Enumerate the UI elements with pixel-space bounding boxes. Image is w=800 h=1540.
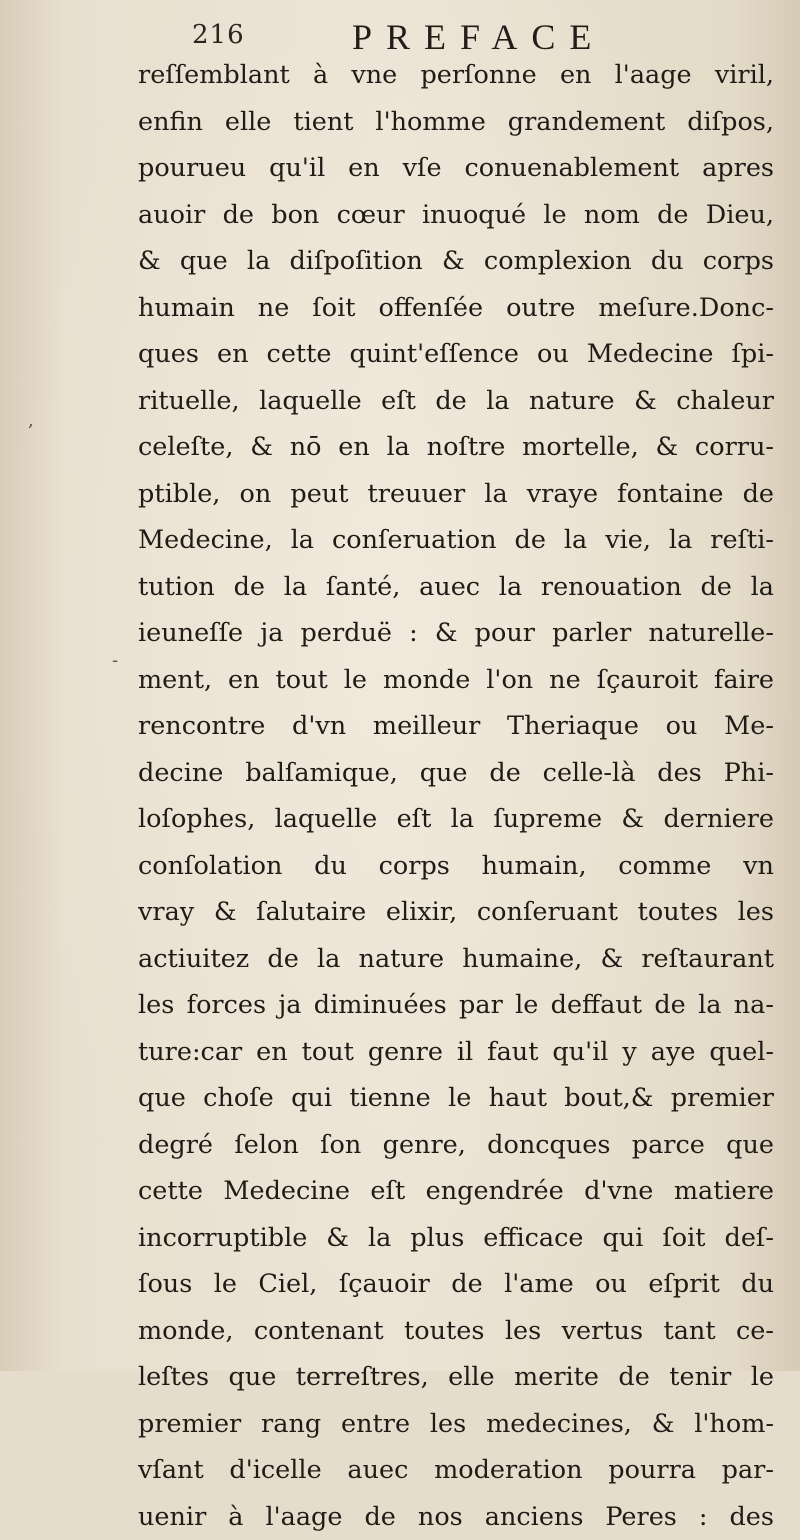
text-line: pourueu qu'il en vſe conuenablement apres [138, 145, 774, 192]
text-line: rituelle, laquelle eſt de la nature & chaleur [138, 378, 774, 425]
text-line: leſtes que terreſtres, elle merite de tenir le [138, 1354, 774, 1401]
text-line: actiuitez de la nature humaine, & reſtaurant [138, 936, 774, 983]
text-line: humain ne ſoit offenſée outre meſure.Donc- [138, 285, 774, 332]
text-line: que choſe qui tienne le haut bout,& premier [138, 1075, 774, 1122]
text-line: tution de la ſanté, auec la renouation de la [138, 564, 774, 611]
text-line: premier rang entre les medecines, & l'hom- [138, 1401, 774, 1448]
text-line: celeſte, & nō en la noſtre mortelle, & corru- [138, 424, 774, 471]
text-line: reſſemblant à vne perſonne en l'aage viril, [138, 52, 774, 99]
text-line: conſolation du corps humain, comme vn [138, 843, 774, 890]
running-title: PREFACE [352, 16, 605, 58]
text-line: ptible, on peut treuuer la vraye fontaine de [138, 471, 774, 518]
text-line: vſant d'icelle auec moderation pourra par- [138, 1447, 774, 1494]
text-line: ſous le Ciel, ſçauoir de l'ame ou eſprit du [138, 1261, 774, 1308]
text-line: Medecine, la conſeruation de la vie, la reſti- [138, 517, 774, 564]
text-line: & que la diſpoſition & complexion du corps [138, 238, 774, 285]
text-line: degré ſelon ſon genre, doncques parce que [138, 1122, 774, 1169]
text-line: rencontre d'vn meilleur Theriaque ou Me- [138, 703, 774, 750]
text-line: ture:car en tout genre il faut qu'il y aye quel- [138, 1029, 774, 1076]
text-line: decine balſamique, que de celle-là des Phi- [138, 750, 774, 797]
margin-mark: - [112, 650, 118, 671]
text-line: ment, en tout le monde l'on ne ſçauroit faire [138, 657, 774, 704]
text-line: auoir de bon cœur inuoqué le nom de Dieu, [138, 192, 774, 239]
body-text [138, 52, 774, 1540]
text-line: uenir à l'aage de nos anciens Peres : des [138, 1494, 774, 1540]
text-line: cette Medecine eſt engendrée d'vne matiere [138, 1168, 774, 1215]
text-line: incorruptible & la plus efficace qui ſoit deſ- [138, 1215, 774, 1262]
text-line: loſophes, laquelle eſt la ſupreme & derniere [138, 796, 774, 843]
margin-mark: , [28, 410, 34, 431]
text-line: monde, contenant toutes les vertus tant ce- [138, 1308, 774, 1355]
text-line: ques en cette quint'eſſence ou Medecine ſpi- [138, 331, 774, 378]
text-line: vray & ſalutaire elixir, conſeruant toutes les [138, 889, 774, 936]
text-line: ieuneſſe ja perduë : & pour parler naturelle- [138, 610, 774, 657]
text-line: les forces ja diminuées par le deffaut de la na- [138, 982, 774, 1029]
text-line: enfin elle tient l'homme grandement diſpos, [138, 99, 774, 146]
page-number: 216 [192, 20, 245, 50]
